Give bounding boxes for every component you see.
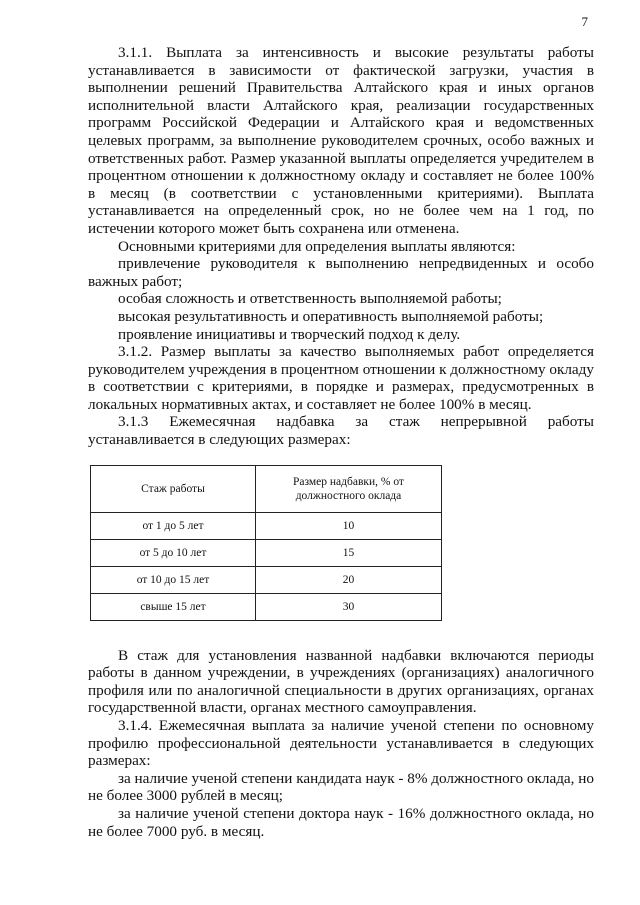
table-row (91, 539, 442, 566)
table-cell: 30 (255, 593, 441, 620)
seniority-table (90, 465, 442, 621)
paragraph: 3.1.3 Ежемесячная надбавка за стаж непрерывной работы устанавливается в следующих размерах: (88, 413, 594, 449)
table-cell: 10 (255, 512, 441, 539)
paragraph: проявление инициативы и творческий подход к делу. (118, 325, 461, 343)
paragraph: за наличие ученой степени доктора наук - 16% должностного оклада, но не более 7000 руб. в месяц. (88, 805, 594, 840)
table-row (91, 512, 442, 539)
paragraph: особая сложность и ответственность выполняемой работы; (118, 290, 502, 308)
paragraph: 3.1.4. Ежемесячная выплата за наличие ученой степени по основному профилю профессиональной деятельности устанавливается в следующих размерах: (88, 717, 594, 770)
paragraph: привлечение руководителя к выполнению непредвиденных и особо важных работ; (88, 255, 594, 290)
table-header: Размер надбавки, % от должностного оклада (255, 465, 441, 512)
table-cell: от 5 до 10 лет (91, 539, 256, 566)
document-body (88, 44, 594, 840)
table-cell: свыше 15 лет (91, 593, 256, 620)
table-header-row (91, 465, 442, 512)
table-cell: 15 (255, 539, 441, 566)
paragraph: Основными критериями для определения выплаты являются: (118, 237, 516, 255)
table-cell: 20 (255, 566, 441, 593)
paragraphs-top (88, 44, 594, 449)
paragraph: 3.1.2. Размер выплаты за качество выполняемых работ определяется руководителем учреждения в процентном отношении к должностному окладу в соответствии с критериями, в порядке и размерах, предусмотренных в локальных нормативных актах, и составляет не более 100% в месяц. (88, 343, 594, 413)
page-number: 7 (581, 14, 588, 29)
table-header: Стаж работы (91, 465, 256, 512)
paragraph: высокая результативность и оперативность выполняемой работы; (118, 307, 544, 325)
paragraph: 3.1.1. Выплата за интенсивность и высокие результаты работы устанавливается в зависимости от фактической загрузки, участия в выполнении решений Правительства Алтайского края и иных органов исполнительной власти Алтайского края, реализации государственных программ Российской Федерации и Алтайского края и ведомственных целевых программ, за выполнение руководителем срочных, особо важных и ответственных работ. Размер указанной выплаты определяется учредителем в процентном отношении к должностному окладу и составляет не более 100% в месяц (в соответствии с установленными критериями). Выплата устанавливается на определенный срок, но не более чем на 1 год, по истечении которого может быть сохранена или отменена. (88, 44, 594, 237)
table-cell: от 10 до 15 лет (91, 566, 256, 593)
paragraph: за наличие ученой степени кандидата наук - 8% должностного оклада, но не более 3000 рублей в месяц; (88, 769, 594, 805)
table-row (91, 593, 442, 620)
table-row (91, 566, 442, 593)
table-cell: от 1 до 5 лет (91, 512, 256, 539)
paragraphs-bottom (88, 647, 594, 841)
paragraph: В стаж для установления названной надбавки включаются периоды работы в данном учреждении, в учреждениях (организациях) аналогичного профиля или по аналогичной специальности в других организациях, органах государственной власти, органах местного самоуправления. (88, 646, 594, 717)
